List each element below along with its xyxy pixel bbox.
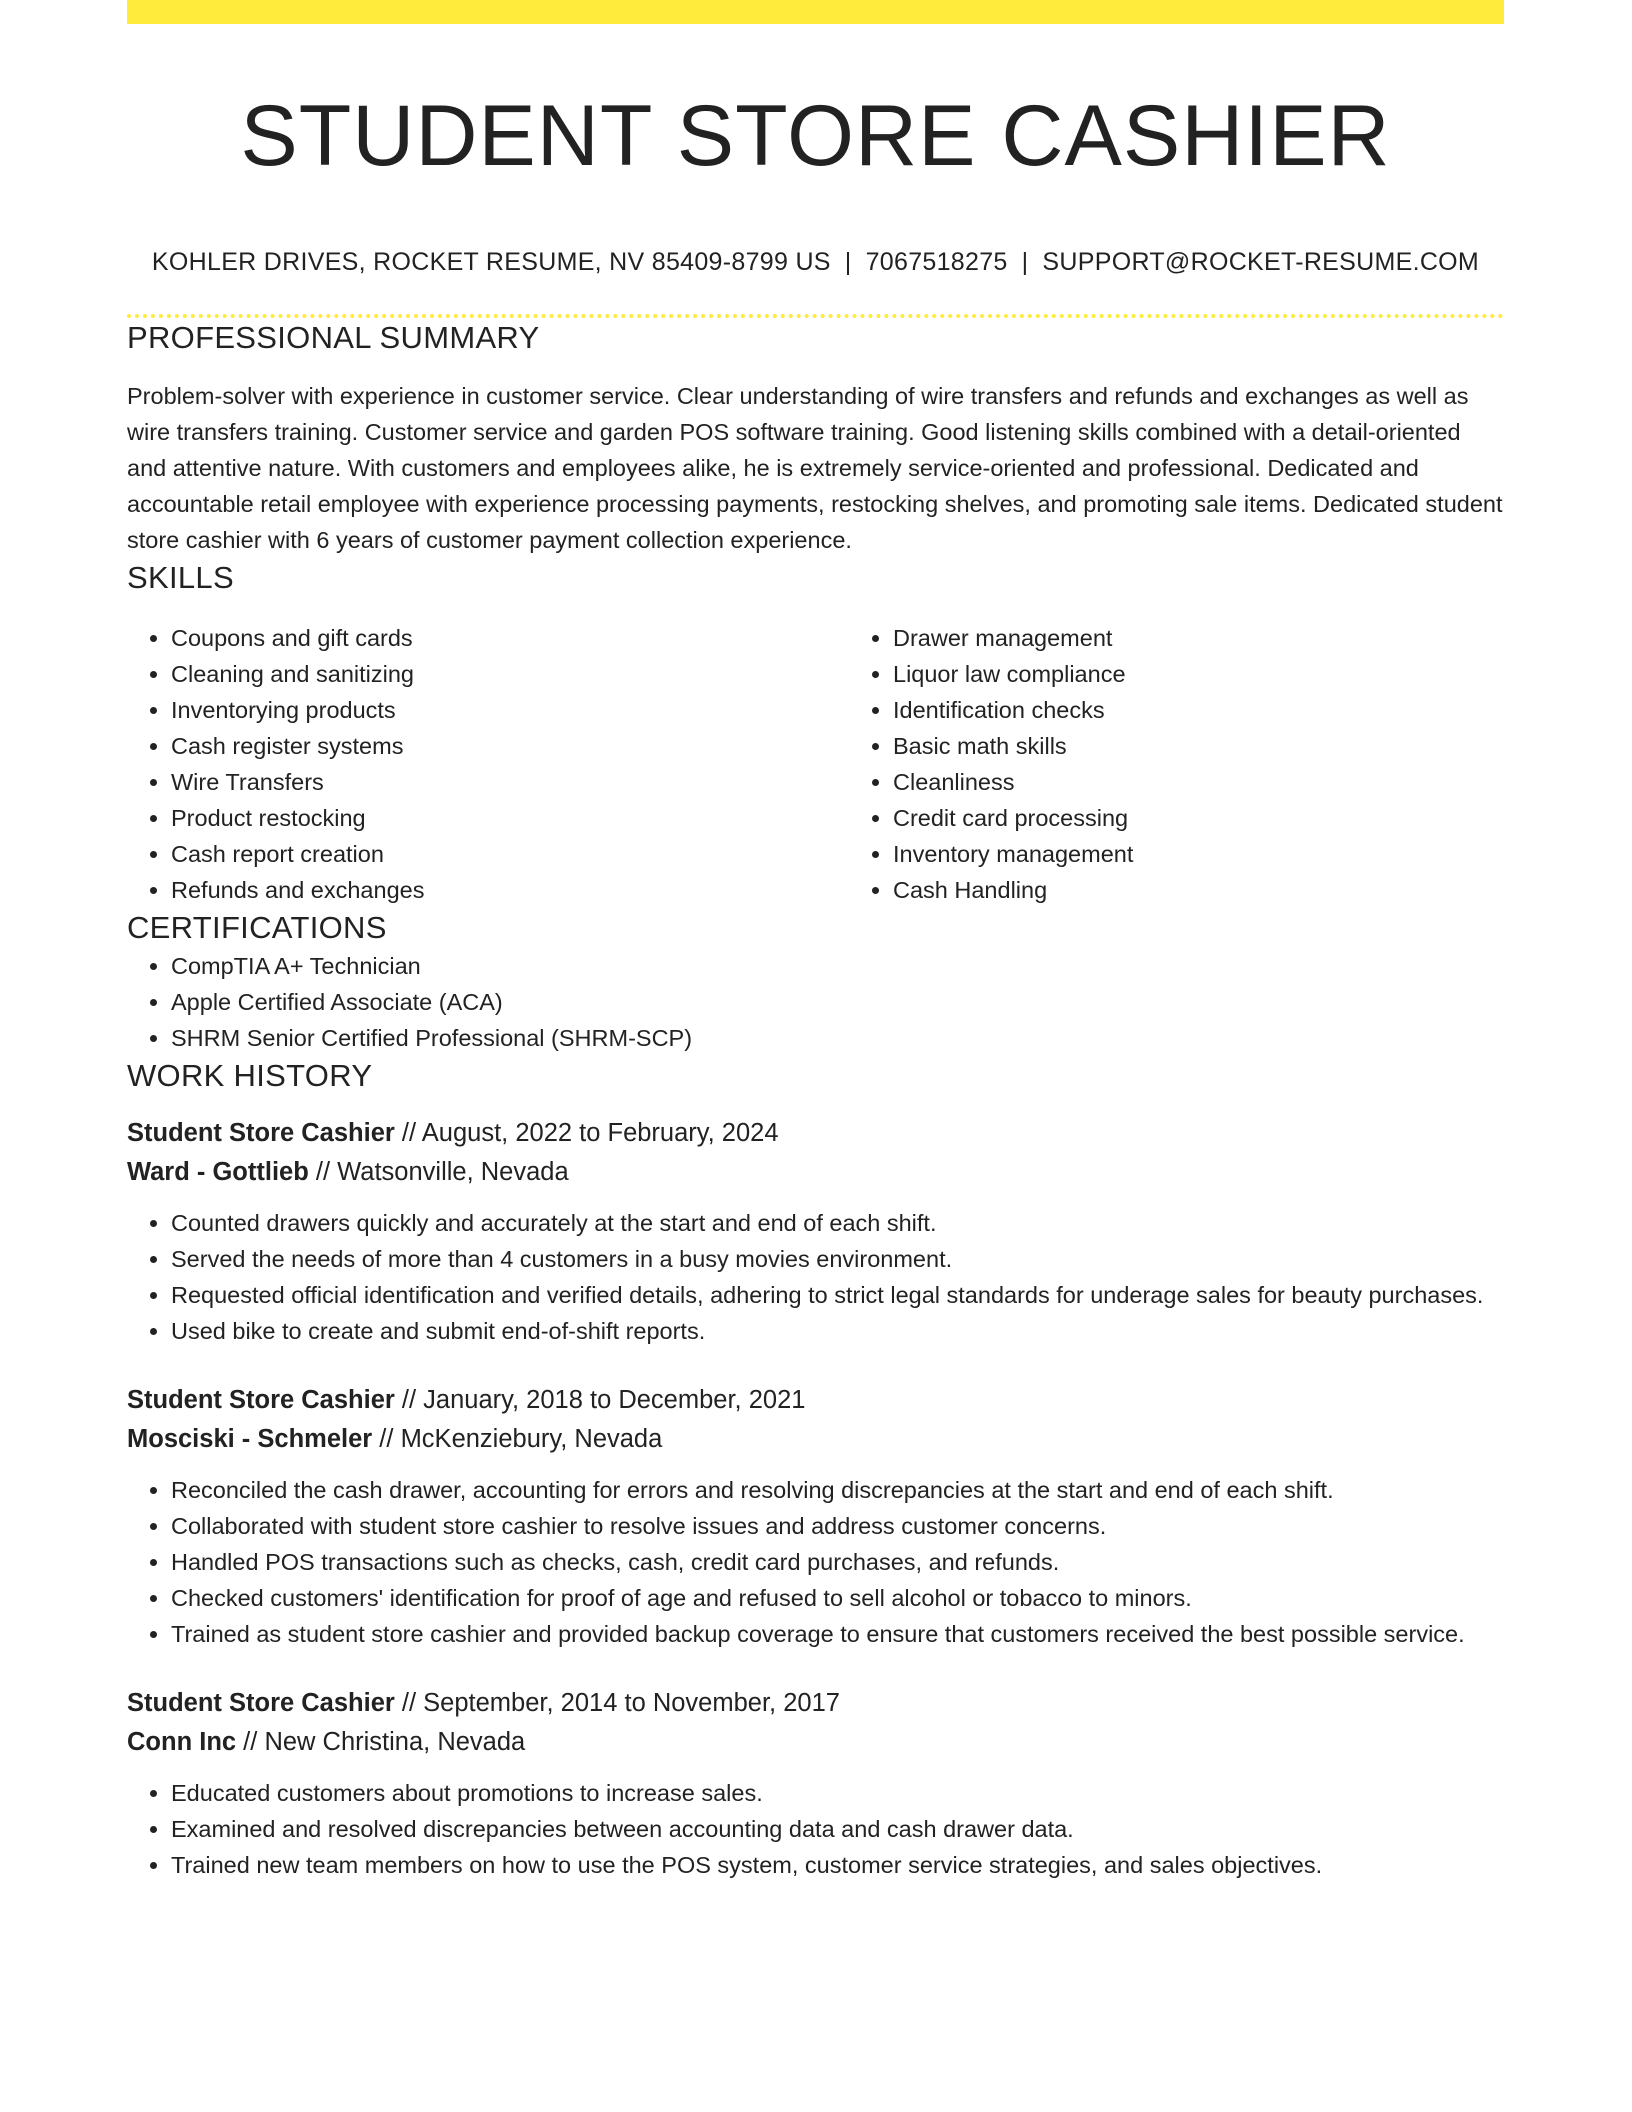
contact-phone: 7067518275 bbox=[865, 248, 1008, 276]
skill-item: • Identification checks bbox=[893, 692, 1571, 728]
certifications-section bbox=[127, 908, 1504, 1056]
job-dates: August, 2022 to February, 2024 bbox=[421, 1119, 779, 1147]
job-title: Student Store Cashier bbox=[127, 1689, 395, 1717]
job-separator: // bbox=[401, 1386, 417, 1414]
work-history-section bbox=[127, 1056, 1504, 1883]
skills-columns bbox=[127, 620, 1504, 908]
job-separator: // bbox=[379, 1425, 394, 1453]
skills-list-right bbox=[849, 620, 1571, 908]
skill-item: • Drawer management bbox=[893, 620, 1571, 656]
contact-email: SUPPORT@ROCKET-RESUME.COM bbox=[1042, 248, 1480, 276]
job-bullet: • Reconciled the cash drawer, accounting for errors and resolving discrepancies at the start and end of each shift. bbox=[171, 1472, 1504, 1508]
job-bullet: • Used bike to create and submit end-of-shift reports. bbox=[171, 1313, 1504, 1349]
job-title: Student Store Cashier bbox=[127, 1119, 395, 1147]
summary-section bbox=[127, 318, 1504, 558]
job-entry bbox=[127, 1114, 1504, 1349]
job-company: Ward - Gottlieb bbox=[127, 1158, 309, 1186]
job-location: New Christina, Nevada bbox=[264, 1728, 526, 1756]
certification-item: • SHRM Senior Certified Professional (SHRM-SCP) bbox=[171, 1020, 1504, 1056]
job-bullet: • Handled POS transactions such as checks, cash, credit card purchases, and refunds. bbox=[171, 1544, 1504, 1580]
job-title-line bbox=[127, 1381, 1504, 1420]
work-history-heading: WORK HISTORY bbox=[127, 1058, 373, 1093]
job-separator: // bbox=[243, 1728, 258, 1756]
job-entry bbox=[127, 1381, 1504, 1652]
job-bullet: • Served the needs of more than 4 customers in a busy movies environment. bbox=[171, 1241, 1504, 1277]
job-bullet: • Counted drawers quickly and accurately at the start and end of each shift. bbox=[171, 1205, 1504, 1241]
job-bullet: • Examined and resolved discrepancies between accounting data and cash drawer data. bbox=[171, 1811, 1504, 1847]
skill-item: • Basic math skills bbox=[893, 728, 1571, 764]
job-company-line bbox=[127, 1153, 1504, 1192]
job-company: Mosciski - Schmeler bbox=[127, 1425, 373, 1453]
skill-item: • Cleaning and sanitizing bbox=[171, 656, 849, 692]
job-title-line bbox=[127, 1684, 1504, 1723]
skill-item: • Credit card processing bbox=[893, 800, 1571, 836]
skill-item: • Inventory management bbox=[893, 836, 1571, 872]
certifications-list bbox=[127, 948, 1504, 1056]
job-location: McKenziebury, Nevada bbox=[400, 1425, 663, 1453]
skill-item: • Liquor law compliance bbox=[893, 656, 1571, 692]
job-title-line bbox=[127, 1114, 1504, 1153]
summary-text: Problem-solver with experience in customer service. Clear understanding of wire transfers and refunds and exchanges as well as wire transfers training. Customer service and garden POS software training. Good listening skills combined with a detail-oriented and attentive nature. With customers and employees alike, he is extremely service-oriented and professional. Dedicated and accountable retail employee with experience processing payments, restocking shelves, and promoting sale items. Dedicated student store cashier with 6 years of customer payment collection experience. bbox=[127, 383, 1503, 553]
contact-separator: | bbox=[844, 248, 852, 276]
skill-item: • Cash report creation bbox=[171, 836, 849, 872]
job-company-line bbox=[127, 1420, 1504, 1459]
contact-line bbox=[127, 244, 1504, 280]
job-dates: January, 2018 to December, 2021 bbox=[423, 1386, 806, 1414]
job-bullet: • Educated customers about promotions to increase sales. bbox=[171, 1775, 1504, 1811]
skill-item: • Product restocking bbox=[171, 800, 849, 836]
skill-item: • Cash Handling bbox=[893, 872, 1571, 908]
accent-top-bar bbox=[127, 0, 1504, 24]
job-bullet: • Requested official identification and verified details, adhering to strict legal standards for underage sales for beauty purchases. bbox=[171, 1277, 1504, 1313]
skill-item: • Cleanliness bbox=[893, 764, 1571, 800]
job-company: Conn Inc bbox=[127, 1728, 237, 1756]
skill-item: • Wire Transfers bbox=[171, 764, 849, 800]
skills-section bbox=[127, 558, 1504, 908]
certification-item: • CompTIA A+ Technician bbox=[171, 948, 1504, 984]
job-bullets bbox=[127, 1775, 1504, 1883]
resume-name: STUDENT STORE CASHIER bbox=[240, 88, 1391, 184]
job-bullet: • Trained new team members on how to use the POS system, customer service strategies, and sales objectives. bbox=[171, 1847, 1504, 1883]
skill-item: • Inventorying products bbox=[171, 692, 849, 728]
job-separator: // bbox=[401, 1689, 417, 1717]
job-separator: // bbox=[401, 1119, 417, 1147]
job-company-line bbox=[127, 1723, 1504, 1762]
job-location: Watsonville, Nevada bbox=[337, 1158, 569, 1186]
summary-heading: PROFESSIONAL SUMMARY bbox=[127, 320, 540, 355]
job-bullets bbox=[127, 1205, 1504, 1349]
skills-heading: SKILLS bbox=[127, 560, 234, 595]
job-entry bbox=[127, 1684, 1504, 1883]
job-bullet: • Collaborated with student store cashier to resolve issues and address customer concerns. bbox=[171, 1508, 1504, 1544]
job-bullet: • Checked customers' identification for proof of age and refused to sell alcohol or tobacco to minors. bbox=[171, 1580, 1504, 1616]
job-separator: // bbox=[315, 1158, 331, 1186]
skill-item: • Cash register systems bbox=[171, 728, 849, 764]
resume-page bbox=[127, 0, 1504, 1883]
skill-item: • Coupons and gift cards bbox=[171, 620, 849, 656]
job-dates: September, 2014 to November, 2017 bbox=[423, 1689, 840, 1717]
job-bullet: • Trained as student store cashier and provided backup coverage to ensure that customers received the best possible service. bbox=[171, 1616, 1504, 1652]
job-title: Student Store Cashier bbox=[127, 1386, 395, 1414]
certification-item: • Apple Certified Associate (ACA) bbox=[171, 984, 1504, 1020]
skill-item: • Refunds and exchanges bbox=[171, 872, 849, 908]
skills-list-left bbox=[127, 620, 849, 908]
certifications-heading: CERTIFICATIONS bbox=[127, 910, 387, 945]
contact-address: KOHLER DRIVES, ROCKET RESUME, NV 85409-8799 US bbox=[151, 248, 831, 276]
job-bullets bbox=[127, 1472, 1504, 1652]
contact-separator: | bbox=[1021, 248, 1029, 276]
